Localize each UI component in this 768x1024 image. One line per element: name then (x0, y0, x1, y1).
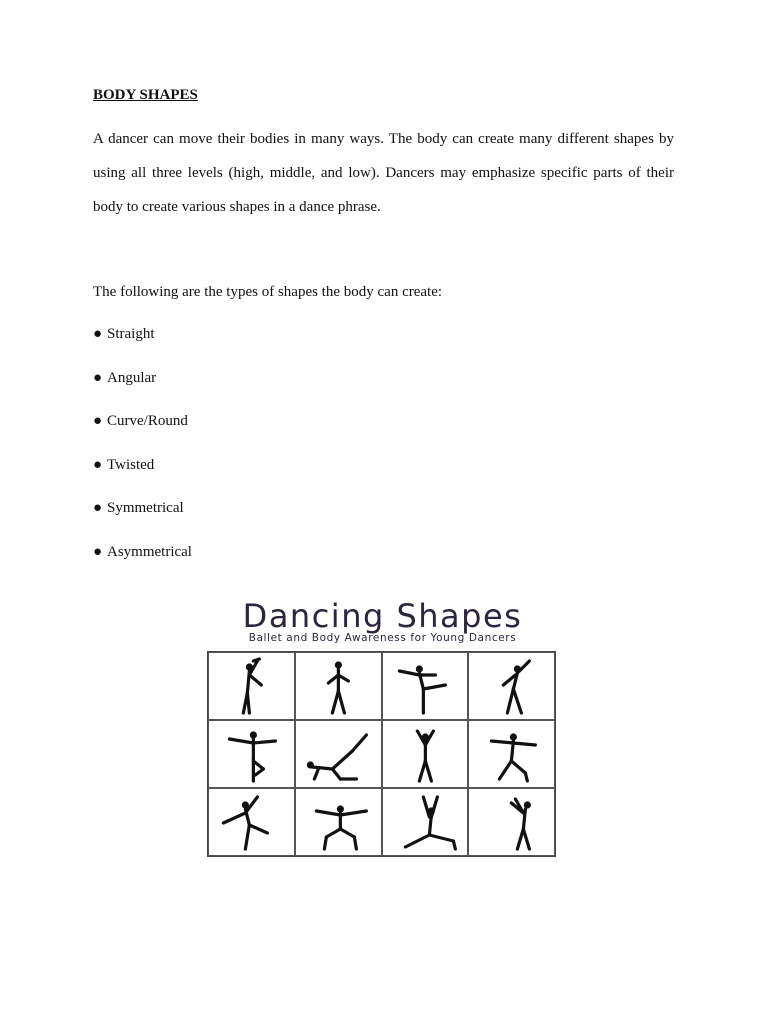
dancer-kneeling-leg-raise-icon (296, 721, 381, 787)
dancer-arm-reach-icon (469, 789, 554, 855)
list-item: ● Twisted (93, 456, 155, 473)
pose-cell (208, 788, 295, 856)
list-item: ● Curve/Round (93, 413, 188, 429)
pose-cell (468, 652, 555, 720)
figure-subtitle: Ballet and Body Awareness for Young Dancers (248, 632, 517, 644)
shape-types-list (93, 326, 192, 587)
pose-cell (208, 652, 295, 720)
list-intro: The following are the types of shapes the body can create: (93, 284, 443, 300)
dancing-shapes-figure (205, 597, 560, 859)
pose-cell (382, 652, 469, 720)
dancer-floor-split-icon (383, 789, 468, 855)
bullet-icon: ● (93, 369, 103, 386)
dancer-pose-grid (207, 651, 556, 857)
pose-cell (468, 788, 555, 856)
pose-cell (468, 720, 555, 788)
bullet-icon: ● (93, 456, 103, 473)
body-paragraph: A dancer can move their bodies in many ways. The body can create many different shapes by using all three levels (high, middle, and low). Dancers may emphasize specific parts of their body to create various shapes in a dance phrase. (93, 131, 674, 215)
list-item: ● Straight (93, 326, 155, 342)
pose-cell (382, 788, 469, 856)
list-item: ● Angular (93, 369, 157, 386)
bullet-icon: ● (93, 500, 103, 516)
dancer-side-bend-icon (209, 653, 294, 719)
pose-cell (295, 788, 382, 856)
dancer-arms-overhead-icon (383, 721, 468, 787)
pose-cell (295, 720, 382, 788)
pose-cell (382, 720, 469, 788)
dancer-standing-arms-out-icon (296, 653, 381, 719)
list-item: ● Asymmetrical (93, 543, 192, 560)
bullet-icon: ● (93, 413, 103, 429)
list-item: ● Symmetrical (93, 500, 184, 516)
dancer-lunge-arms-out-icon (469, 721, 554, 787)
dancer-plie-squat-icon (296, 789, 381, 855)
dancer-arabesque-icon (383, 653, 468, 719)
dancer-attitude-icon (209, 789, 294, 855)
dancer-back-bend-icon (469, 653, 554, 719)
section-heading: BODY SHAPES (93, 87, 198, 103)
bullet-icon: ● (93, 543, 103, 560)
pose-cell (295, 652, 382, 720)
bullet-icon: ● (93, 326, 103, 342)
dancer-passe-arms-out-icon (209, 721, 294, 787)
figure-title: Dancing Shapes (242, 597, 523, 635)
pose-cell (208, 720, 295, 788)
